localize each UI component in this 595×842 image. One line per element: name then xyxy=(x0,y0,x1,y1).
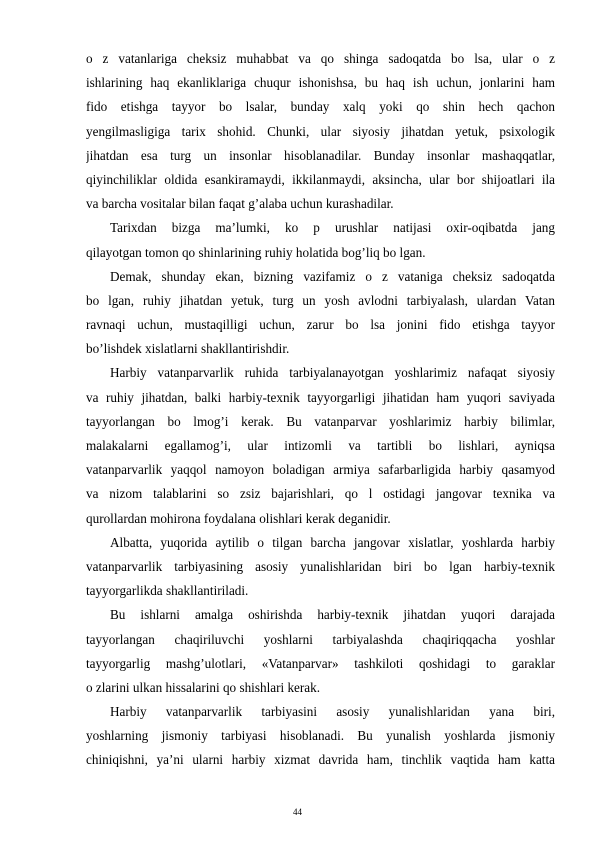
text-line: qiyinchiliklar oldida esankiramaydi, ikkilanmaydi, aksincha, ular bor shijoatlari ila xyxy=(86,171,555,187)
text-line: bo’lishdek xislatlarni shakllantirishdir. xyxy=(86,341,290,357)
paragraph xyxy=(86,265,555,362)
paragraph xyxy=(86,47,555,216)
text-line: tayyorgarlig mashg’ulotlari, «Vatanparvar» tashkiloti qoshidagi to garaklar xyxy=(86,655,555,671)
text-line: Bu ishlarni amalga oshirishda harbiy-texnik jihatdan yuqori darajada xyxy=(110,607,555,623)
text-line: Albatta, yuqorida aytilib o tilgan barcha jangovar xislatlar, yoshlarda harbiy xyxy=(110,534,555,550)
text-line: ishlarining haq ekanliklariga chuqur ishonishsa, bu haq ish uchun, jonlarini ham xyxy=(86,75,555,91)
text-line: jihatdan esa turg un insonlar hisoblanadilar. Bunday insonlar mashaqqatlar, xyxy=(86,147,555,163)
text-line: tayyorlangan chaqiriluvchi yoshlarni tarbiyalashda chaqiriqqacha yoshlar xyxy=(86,631,555,647)
text-line: Demak, shunday ekan, bizning vazifamiz o z vataniga cheksiz sadoqatda xyxy=(110,268,555,284)
text-line: malakalarni egallamog’i, ular intizomli va tartibli bo lishlari, ayniqsa xyxy=(86,438,555,453)
text-line: tayyorgarlikda shakllantiriladi. xyxy=(86,583,249,599)
text-line: qilayotgan tomon qo shinlarining ruhiy holatida bog’liq bo lgan. xyxy=(86,244,426,260)
document-body xyxy=(86,47,555,773)
text-line: Harbiy vatanparvarlik tarbiyasini asosiy yunalishlaridan yana biri, xyxy=(110,704,555,720)
text-line: o z vatanlariga cheksiz muhabbat va qo shinga sadoqatda bo lsa, ular o z xyxy=(86,51,555,66)
text-line: yoshlarning jismoniy tarbiyasi hisoblanadi. Bu yunalish yoshlarda jismoniy xyxy=(86,728,555,744)
text-line: qurollardan mohirona foydalana olishlari kerak deganidir. xyxy=(86,510,391,526)
text-line: ravnaqi uchun, mustaqilligi uchun, zarur bo lsa jonini fido etishga tayyor xyxy=(86,317,555,333)
text-line: chiniqishni, ya’ni ularni harbiy xizmat davrida ham, tinchlik vaqtida ham katta xyxy=(86,752,555,768)
text-line: va ruhiy jihatdan, balki harbiy-texnik tayyorgarligi jihatidan ham yuqori saviyada xyxy=(86,389,555,405)
text-line: o zlarini ulkan hissalarini qo shishlari kerak. xyxy=(86,679,321,695)
text-line: va nizom talablarini so zsiz bajarishlari, qo l ostidagi jangovar texnika va xyxy=(86,486,555,502)
paragraph xyxy=(86,361,555,530)
paragraph xyxy=(86,603,555,700)
text-line: Harbiy vatanparvarlik ruhida tarbiyalanayotgan yoshlarimiz nafaqat siyosiy xyxy=(110,365,555,381)
paragraph xyxy=(86,216,555,264)
text-line: vatanparvarlik tarbiyasining asosiy yunalishlaridan biri bo lgan harbiy-texnik xyxy=(86,558,555,574)
text-line: tayyorlangan bo lmog’i kerak. Bu vatanparvar yoshlarimiz harbiy bilimlar, xyxy=(86,413,555,429)
paragraph xyxy=(86,531,555,604)
text-line: bo lgan, ruhiy jihatdan yetuk, turg un yosh avlodni tarbiyalash, ulardan Vatan xyxy=(86,292,555,308)
text-line: vatanparvarlik yaqqol namoyon boladigan armiya safarbarligida harbiy qasamyod xyxy=(86,462,555,478)
paragraph xyxy=(86,700,555,773)
text-line: va barcha vositalar bilan faqat g’alaba uchun kurashadilar. xyxy=(86,196,394,212)
text-line: Tarixdan bizga ma’lumki, ko p urushlar natijasi oxir-oqibatda jang xyxy=(110,220,555,236)
text-line: yengilmasligiga tarix shohid. Chunki, ular siyosiy jihatdan yetuk, psixologik xyxy=(86,123,555,139)
page-number: 44 xyxy=(293,807,302,817)
text-line: fido etishga tayyor bo lsalar, bunday xalq yoki qo shin hech qachon xyxy=(86,99,555,115)
